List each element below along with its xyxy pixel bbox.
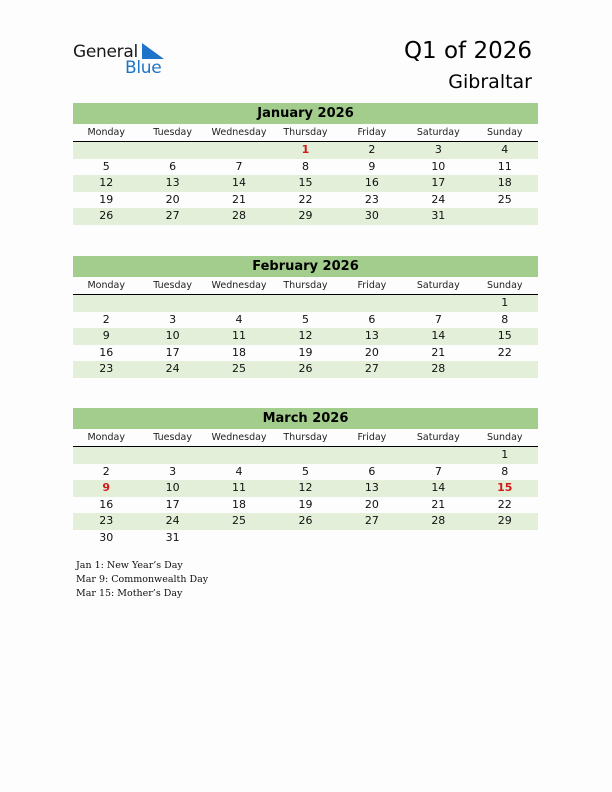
month-calendar-january	[73, 103, 538, 225]
day-cell: 16	[99, 345, 114, 359]
holiday-day-cell: 1	[301, 143, 310, 156]
logo-text-blue: Blue	[125, 58, 162, 78]
weekday-label: Friday	[357, 280, 387, 291]
month-title: March 2026	[73, 408, 538, 429]
weekday-label: Thursday	[283, 127, 328, 138]
day-cell: 24	[165, 362, 180, 375]
weekday-label: Tuesday	[153, 280, 192, 291]
day-cell: 2	[368, 143, 376, 156]
weekday-label: Tuesday	[153, 127, 192, 138]
day-cell	[472, 530, 538, 547]
weekday-label: Monday	[87, 127, 125, 138]
day-cell: 5	[301, 312, 309, 326]
day-cell: 21	[232, 192, 247, 206]
day-cell: 8	[301, 159, 309, 173]
day-cell: 9	[368, 159, 376, 173]
week-row	[73, 497, 538, 514]
holiday-day-cell: 15	[497, 481, 513, 494]
weekday-label: Sunday	[486, 127, 523, 138]
logo	[73, 42, 173, 78]
weekday-label: Sunday	[486, 280, 523, 291]
day-cell: 7	[235, 159, 243, 173]
day-cell: 22	[497, 345, 512, 359]
day-cell: 8	[501, 312, 509, 326]
month-calendar-march	[73, 408, 538, 546]
day-cell: 22	[298, 192, 313, 206]
day-cell: 12	[99, 176, 114, 189]
day-cell	[73, 295, 139, 312]
day-cell: 11	[497, 159, 512, 173]
week-row	[73, 312, 538, 329]
day-cell: 7	[434, 312, 442, 326]
day-cell	[339, 530, 405, 547]
week-row	[73, 480, 538, 497]
day-cell: 3	[169, 464, 177, 478]
day-cell: 3	[434, 143, 442, 156]
day-cell: 23	[364, 192, 379, 206]
week-row	[73, 361, 538, 378]
day-cell: 10	[431, 159, 446, 173]
day-cell: 21	[431, 497, 446, 511]
day-cell: 8	[501, 464, 509, 478]
day-cell: 10	[165, 481, 180, 494]
day-cell: 14	[232, 176, 247, 189]
weekday-label: Thursday	[283, 280, 328, 291]
day-cell: 14	[431, 329, 446, 342]
day-cell: 18	[232, 497, 247, 511]
day-cell	[206, 142, 272, 159]
week-row	[73, 530, 538, 547]
week-row	[73, 159, 538, 176]
day-cell: 18	[497, 176, 512, 189]
day-cell: 14	[431, 481, 446, 494]
day-cell: 28	[431, 514, 446, 527]
day-cell: 22	[497, 497, 512, 511]
day-cell: 23	[99, 362, 114, 375]
weekday-label: Wednesday	[211, 432, 267, 443]
day-cell	[139, 447, 205, 464]
week-row	[73, 192, 538, 209]
week-row	[73, 447, 538, 464]
day-cell: 17	[165, 497, 180, 511]
day-cell: 18	[232, 345, 247, 359]
weekday-label: Tuesday	[153, 432, 192, 443]
day-cell: 24	[431, 192, 446, 206]
logo-text-general: General	[73, 42, 138, 62]
day-cell: 26	[99, 209, 114, 222]
day-cell: 3	[169, 312, 177, 326]
day-cell	[73, 447, 139, 464]
day-cell: 25	[232, 514, 247, 527]
month-title: January 2026	[73, 103, 538, 124]
weekday-label: Monday	[87, 432, 125, 443]
week-row	[73, 175, 538, 192]
day-cell: 19	[298, 345, 313, 359]
day-cell	[339, 295, 405, 312]
weekday-header-row	[73, 277, 538, 295]
day-cell: 11	[232, 481, 247, 494]
day-cell: 26	[298, 362, 313, 375]
day-cell: 17	[165, 345, 180, 359]
page-title: Q1 of 2026	[403, 38, 532, 64]
week-row	[73, 328, 538, 345]
day-cell: 27	[364, 362, 379, 375]
day-cell: 20	[364, 345, 379, 359]
weekday-label: Monday	[87, 280, 125, 291]
day-cell: 15	[298, 176, 313, 189]
day-cell: 25	[232, 362, 247, 375]
weekday-label: Wednesday	[211, 127, 267, 138]
weekday-label: Saturday	[416, 280, 460, 291]
day-cell: 6	[368, 312, 376, 326]
day-cell: 11	[232, 329, 247, 342]
day-cell: 28	[232, 209, 247, 222]
day-cell: 6	[169, 159, 177, 173]
day-cell	[206, 530, 272, 547]
day-cell: 26	[298, 514, 313, 527]
day-cell: 19	[298, 497, 313, 511]
day-cell	[139, 142, 205, 159]
day-cell	[272, 295, 338, 312]
day-cell: 30	[364, 209, 379, 222]
weekday-label: Friday	[357, 432, 387, 443]
day-cell: 2	[102, 312, 110, 326]
day-cell: 28	[431, 362, 446, 375]
day-cell: 2	[102, 464, 110, 478]
week-row	[73, 345, 538, 362]
day-cell: 17	[431, 176, 446, 189]
day-cell: 15	[497, 329, 512, 342]
day-cell: 1	[501, 448, 509, 461]
day-cell: 27	[364, 514, 379, 527]
day-cell: 6	[368, 464, 376, 478]
country-name: Gibraltar	[448, 71, 532, 93]
day-cell: 4	[235, 464, 243, 478]
day-cell	[405, 295, 471, 312]
day-cell	[272, 447, 338, 464]
day-cell: 16	[99, 497, 114, 511]
holiday-note: Mar 15: Mother’s Day	[76, 588, 183, 599]
weekday-label: Sunday	[486, 432, 523, 443]
day-cell	[206, 295, 272, 312]
day-cell: 7	[434, 464, 442, 478]
day-cell: 13	[364, 329, 379, 342]
day-cell	[472, 208, 538, 225]
day-cell	[139, 295, 205, 312]
day-cell	[272, 530, 338, 547]
weekday-label: Friday	[357, 127, 387, 138]
day-cell: 20	[364, 497, 379, 511]
logo-triangle-icon	[142, 43, 164, 59]
holiday-note: Mar 9: Commonwealth Day	[76, 574, 209, 585]
day-cell	[472, 361, 538, 378]
day-cell: 16	[364, 176, 379, 189]
holiday-notes	[76, 559, 208, 601]
weekday-label: Saturday	[416, 127, 460, 138]
month-title: February 2026	[73, 256, 538, 277]
day-cell: 12	[298, 481, 313, 494]
day-cell: 29	[298, 209, 313, 222]
day-cell	[405, 447, 471, 464]
weekday-label: Thursday	[283, 432, 328, 443]
weekday-header-row	[73, 124, 538, 142]
month-calendar-february	[73, 256, 538, 378]
day-cell	[206, 447, 272, 464]
day-cell: 9	[102, 329, 110, 342]
day-cell: 13	[165, 176, 180, 189]
week-row	[73, 142, 538, 159]
weekday-label: Wednesday	[211, 280, 267, 291]
day-cell: 24	[165, 514, 180, 527]
weekday-label: Saturday	[416, 432, 460, 443]
weekday-header-row	[73, 429, 538, 447]
week-row	[73, 513, 538, 530]
week-row	[73, 295, 538, 312]
day-cell: 30	[99, 530, 114, 544]
holiday-day-cell: 9	[102, 481, 111, 494]
day-cell: 5	[301, 464, 309, 478]
day-cell: 4	[501, 143, 509, 156]
day-cell	[339, 447, 405, 464]
day-cell: 31	[165, 530, 180, 544]
day-cell: 20	[165, 192, 180, 206]
day-cell: 1	[501, 296, 509, 309]
week-row	[73, 464, 538, 481]
day-cell: 31	[431, 209, 446, 222]
holiday-note: Jan 1: New Year’s Day	[76, 560, 183, 571]
day-cell: 23	[99, 514, 114, 527]
day-cell: 29	[497, 514, 512, 527]
week-row	[73, 208, 538, 225]
day-cell: 5	[102, 159, 110, 173]
day-cell: 13	[364, 481, 379, 494]
day-cell: 21	[431, 345, 446, 359]
day-cell	[73, 142, 139, 159]
day-cell	[405, 530, 471, 547]
day-cell: 4	[235, 312, 243, 326]
day-cell: 12	[298, 329, 313, 342]
day-cell: 10	[165, 329, 180, 342]
day-cell: 25	[497, 192, 512, 206]
day-cell: 19	[99, 192, 114, 206]
day-cell: 27	[165, 209, 180, 222]
